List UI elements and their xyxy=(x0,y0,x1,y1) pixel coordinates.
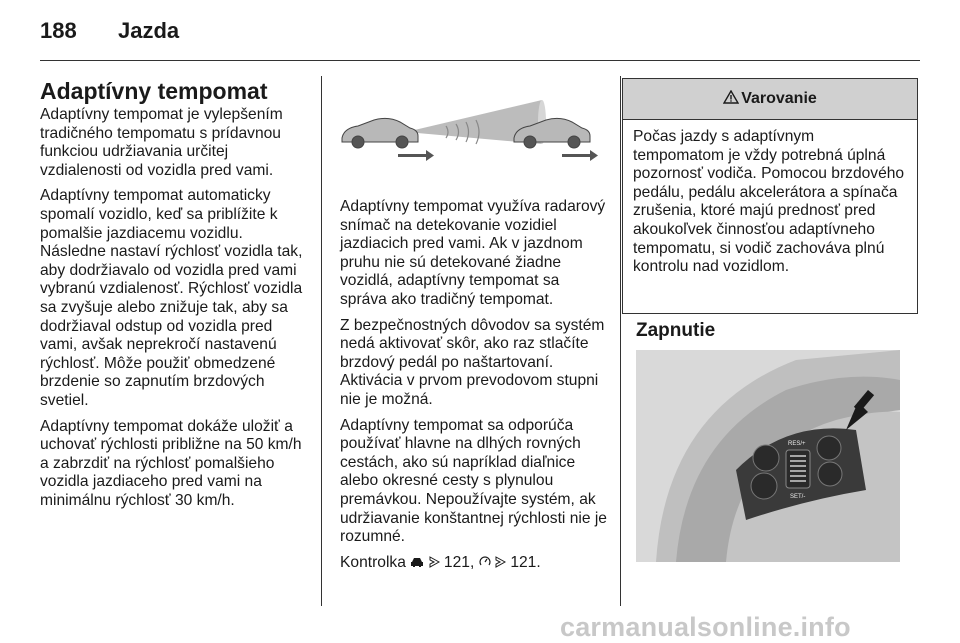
watermark: carmanualsonline.info xyxy=(560,612,851,642)
car-left xyxy=(342,118,418,148)
header-rule xyxy=(40,60,920,61)
section-heading: Adaptívny tempomat xyxy=(40,78,268,104)
steering-wheel-illustration xyxy=(636,350,900,562)
reference-line xyxy=(340,554,610,573)
section-title: Jazda xyxy=(118,18,180,43)
reference-label: Kontrolka xyxy=(340,553,406,571)
warning-title: Varovanie xyxy=(741,90,817,107)
warning-triangle-icon xyxy=(723,90,741,108)
column-divider-2 xyxy=(620,76,621,606)
warning-box xyxy=(622,78,918,314)
reference-page: 121, xyxy=(443,553,475,571)
column-1 xyxy=(40,78,308,517)
page-number: 188 xyxy=(40,18,77,43)
cruise-icon xyxy=(479,554,491,573)
motion-arrows xyxy=(398,150,598,161)
paragraph: Adaptívny tempomat dokáže uložiť a uchovať rýchlosti približne na 50 km/h a zabrzdiť na rýchlosť pomalšieho vozidla jazdiaceho pred vami na minimálnu rýchlosť 30 km/h. xyxy=(40,417,302,509)
reference-page: 121. xyxy=(510,553,541,571)
paragraph: Adaptívny tempomat je vylepšením tradičného tempomatu s prídavnou funkciou udržiavania určitej vzdialenosti od vozidla pred vami. xyxy=(40,106,283,179)
car-icon xyxy=(410,554,424,573)
column-2 xyxy=(340,198,610,579)
radar-illustration xyxy=(336,80,604,168)
paragraph: Adaptívny tempomat automaticky spomalí vozidlo, keď sa priblížite k pomalšie jazdiacemu vozidlu. Následne nastaví rýchlosť vozidla tak, aby dodržiavalo od vozidla pred vami vybranú vzdialenosť. Rýchlosť vozidla sa zvyšuje alebo znižuje tak, aby sa dodržiaval odstup od vozidla pred vami, avšak neprekročí nastavenú rýchlosť. Môže použiť obmedzené brzdenie so zapnutím brzdových svetiel. xyxy=(40,187,303,409)
arrow-ref-icon xyxy=(429,554,440,573)
paragraph: Z bezpečnostných dôvodov sa systém nedá aktivovať skôr, ako raz stlačíte brzdový pedál po naštartovaní. Aktivácia v prvom prevodovom stupni nie je možná. xyxy=(340,316,605,408)
set-button-label: SET/- xyxy=(790,494,806,500)
paragraph: Adaptívny tempomat sa odporúča používať hlavne na dlhých rovných cestách, ako sú napríklad diaľnice alebo okresné cesty s plynulou premávkou. Nepoužívajte systém, ak udržiavanie konštantnej rýchlosti nie je rozumné. xyxy=(340,416,607,546)
paragraph: Adaptívny tempomat využíva radarový snímač na detekovanie vozidiel jazdiacich pred vami. Ak v jazdnom pruhu nie sú detekované žiadne vozidlá, adaptívny tempomat sa správa ako tradičný tempomat. xyxy=(340,198,606,308)
warning-header xyxy=(623,79,917,120)
warning-text: Počas jazdy s adaptívnym tempomatom je vždy potrebná úplná pozornosť vodiča. Pomocou brzdového pedálu, pedálu akcelerátora a spínača zrušenia, ktoré majú prednosť pred akoukoľvek činnosťou adaptívneho tempomatu, si vodič zachováva plnú kontrolu nad vozidlom. xyxy=(633,128,905,276)
arrow-ref-icon xyxy=(495,554,506,573)
subsection-heading: Zapnutie xyxy=(636,320,716,341)
column-divider-1 xyxy=(321,76,322,606)
res-button-label: RES/+ xyxy=(788,441,806,447)
